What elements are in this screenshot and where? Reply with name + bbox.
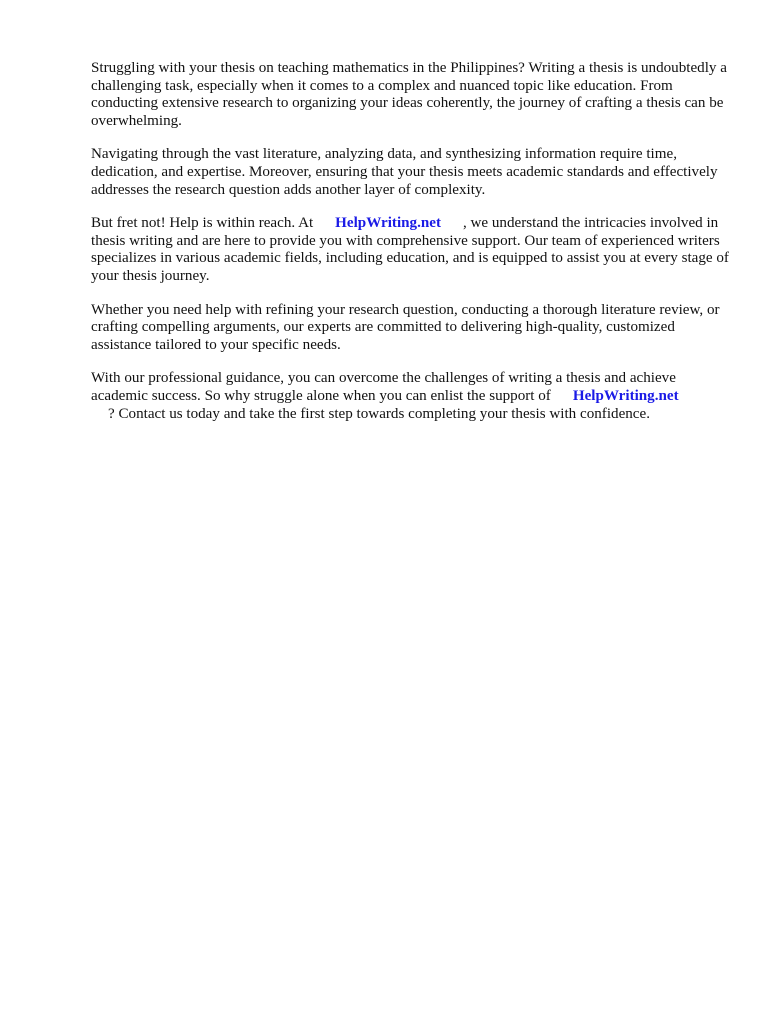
paragraph-closing: [91, 370, 731, 423]
helpwriting-link-2[interactable]: HelpWriting.net: [572, 387, 679, 404]
paragraph-intro-text: Struggling with your thesis on teaching mathematics in the Philippines? Writing a thesis is undoubtedly a challenging task, especially when it comes to a complex and nuanced topic like education. From conducting extensive research to organizing your ideas coherently, the journey of crafting a thesis can be overwhelming.: [91, 60, 727, 129]
paragraph-closing-text-after: ? Contact us today and take the first step towards completing your thesis with confidence.: [108, 405, 650, 422]
paragraph-closing-text-before: With our professional guidance, you can overcome the challenges of writing a thesis and achieve academic success. So why struggle alone when you can enlist the support of: [91, 370, 676, 404]
paragraph-help-text-after: , we understand the intricacies involved in thesis writing and are here to provide you with comprehensive support. Our team of experienced writers specializes in various academic fields, including education, and is equipped to assist you at every stage of your thesis journey.: [91, 215, 729, 284]
paragraph-help-text-before: But fret not! Help is within reach. At: [91, 215, 314, 232]
helpwriting-link-1[interactable]: HelpWriting.net: [335, 215, 441, 232]
document-page: [91, 60, 731, 439]
paragraph-intro: [91, 60, 731, 130]
paragraph-challenges-text: Navigating through the vast literature, analyzing data, and synthesizing information require time, dedication, and expertise. Moreover, ensuring that your thesis meets academic standards and effectively addresses the research question adds another layer of complexity.: [91, 146, 718, 198]
paragraph-help: [91, 215, 731, 285]
paragraph-services-text: Whether you need help with refining your research question, conducting a thorough literature review, or crafting compelling arguments, our experts are committed to delivering high-quality, customized assistance tailored to your specific needs.: [91, 301, 720, 353]
paragraph-services: [91, 302, 731, 355]
paragraph-challenges: [91, 146, 731, 199]
